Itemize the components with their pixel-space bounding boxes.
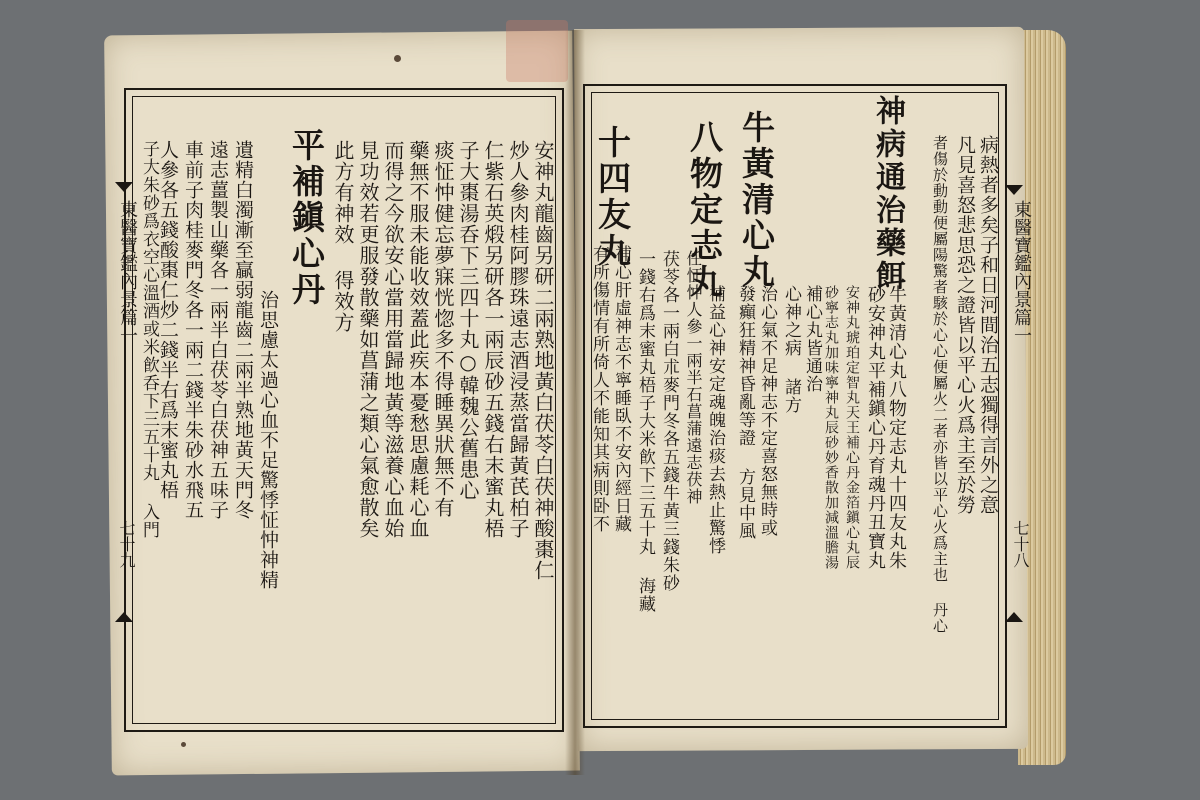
text-column: 者傷於動動便屬陽驚者駭於心心便屬火二者亦皆以平心火爲主也 丹心 xyxy=(931,135,949,634)
text-column: 痰怔忡健忘夢寐恍惚多不得睡異狀無不有 xyxy=(431,140,455,518)
text-column: 遺精白濁漸至贏弱龍齒二兩半熟地黃天門冬 xyxy=(232,140,254,520)
fish-tail-top xyxy=(1005,185,1023,195)
text-column: 此方有神效 得效方 xyxy=(331,140,355,333)
right-page-number: 七十八 xyxy=(1011,520,1030,568)
text-column: 砂安神丸平補鎭心丹育魂丹丑寶丸 xyxy=(865,285,886,570)
text-column: 而得之今欲安心當用當歸地黃等滋養心血始 xyxy=(381,140,405,539)
text-column: 心神之病 諸方 xyxy=(781,285,801,414)
text-column: 治思慮太過心血不足驚悸怔忡神精 xyxy=(257,290,279,590)
left-margin-title: 東醫寶鑑內景篇一 xyxy=(117,200,138,344)
text-column: 發癲狂精神昏亂等證 方見中風 xyxy=(735,285,755,540)
left-page-number: 七十九 xyxy=(117,520,136,568)
text-column: 治心氣不足神志不定喜怒無時或 xyxy=(757,285,777,537)
text-column: 砂寧志丸加味寧神丸辰砂妙香散加減溫膽湯 xyxy=(823,285,839,570)
prescription-title: 八物定志丸 xyxy=(685,120,724,300)
text-column: 見功效若更服發散藥如菖蒲之類心氣愈散矣 xyxy=(356,140,380,539)
text-column: 凡見喜怒悲思恐之證皆以平心火爲主至於勞 xyxy=(954,135,976,515)
text-column: 子大朱砂爲衣空心溫酒或米飮呑下三五十丸 入門 xyxy=(139,140,159,539)
text-column: 安神丸龍齒另研二兩熟地黃白茯苓白茯神酸棗仁 xyxy=(531,140,555,581)
text-column: 藥無不服未能收效蓋此疾本憂愁思慮耗心血 xyxy=(406,140,430,539)
text-column: 子大棗湯呑下三四十丸○韓魏公舊患心 xyxy=(456,140,480,501)
text-column: 病熱者多矣子和日河間治五志獨得言外之意 xyxy=(977,135,999,515)
text-column: 補益心神安定魂魄治痰去熱止驚悸 xyxy=(705,285,725,555)
page-mark xyxy=(181,742,186,747)
text-column: 一錢右爲末蜜丸梧子大米飮下三五十丸 海藏 xyxy=(635,250,655,613)
text-column: 補心肝虛神志不寧睡臥不安內經日藏 xyxy=(611,245,631,533)
page-mark xyxy=(394,55,401,62)
text-column: 安神丸琥珀定智丸天王補心丹金箔鎭心丸辰 xyxy=(844,285,860,570)
text-column: 人參各五錢酸棗仁炒二錢半右爲末蜜丸梧 xyxy=(157,140,179,500)
prescription-title: 牛黃清心丸 xyxy=(737,110,776,290)
section-title: 神病通治藥餌 xyxy=(870,95,905,293)
fish-tail-top xyxy=(115,182,133,192)
library-seal xyxy=(506,20,568,82)
text-column: 仁紫石英煅另研各一兩辰砂五錢右末蜜丸梧 xyxy=(481,140,505,539)
prescription-title: 十四友丸 xyxy=(593,125,632,269)
book-spine xyxy=(565,30,585,775)
text-column: 車前子肉桂麥門冬各一兩二錢半朱砂水飛五 xyxy=(182,140,204,520)
prescription-title: 平補鎭心丹 xyxy=(287,128,326,308)
text-column: 遠志薑製山藥各一兩半白茯苓白茯神五味子 xyxy=(207,140,229,520)
right-margin-title: 東醫寶鑑內景篇一 xyxy=(1011,200,1032,344)
text-column: 炒人參肉桂阿膠珠遠志酒浸蒸當歸黃芪柏子 xyxy=(506,140,530,539)
fish-tail-bottom xyxy=(1005,612,1023,622)
text-column: 補心丸皆通治 xyxy=(802,285,822,393)
text-column: 茯苓各一兩白朮麥門冬各五錢牛黃三錢朱砂 xyxy=(659,250,679,592)
text-column: 有所傷情有所倚人不能知其病則卧不 xyxy=(589,245,609,533)
text-column: 牛黃清心丸八物定志丸十四友丸朱 xyxy=(886,285,907,570)
text-column: 任怔忡人參一兩半石菖蒲遠志茯神 xyxy=(684,250,703,505)
fish-tail-bottom xyxy=(115,612,133,622)
